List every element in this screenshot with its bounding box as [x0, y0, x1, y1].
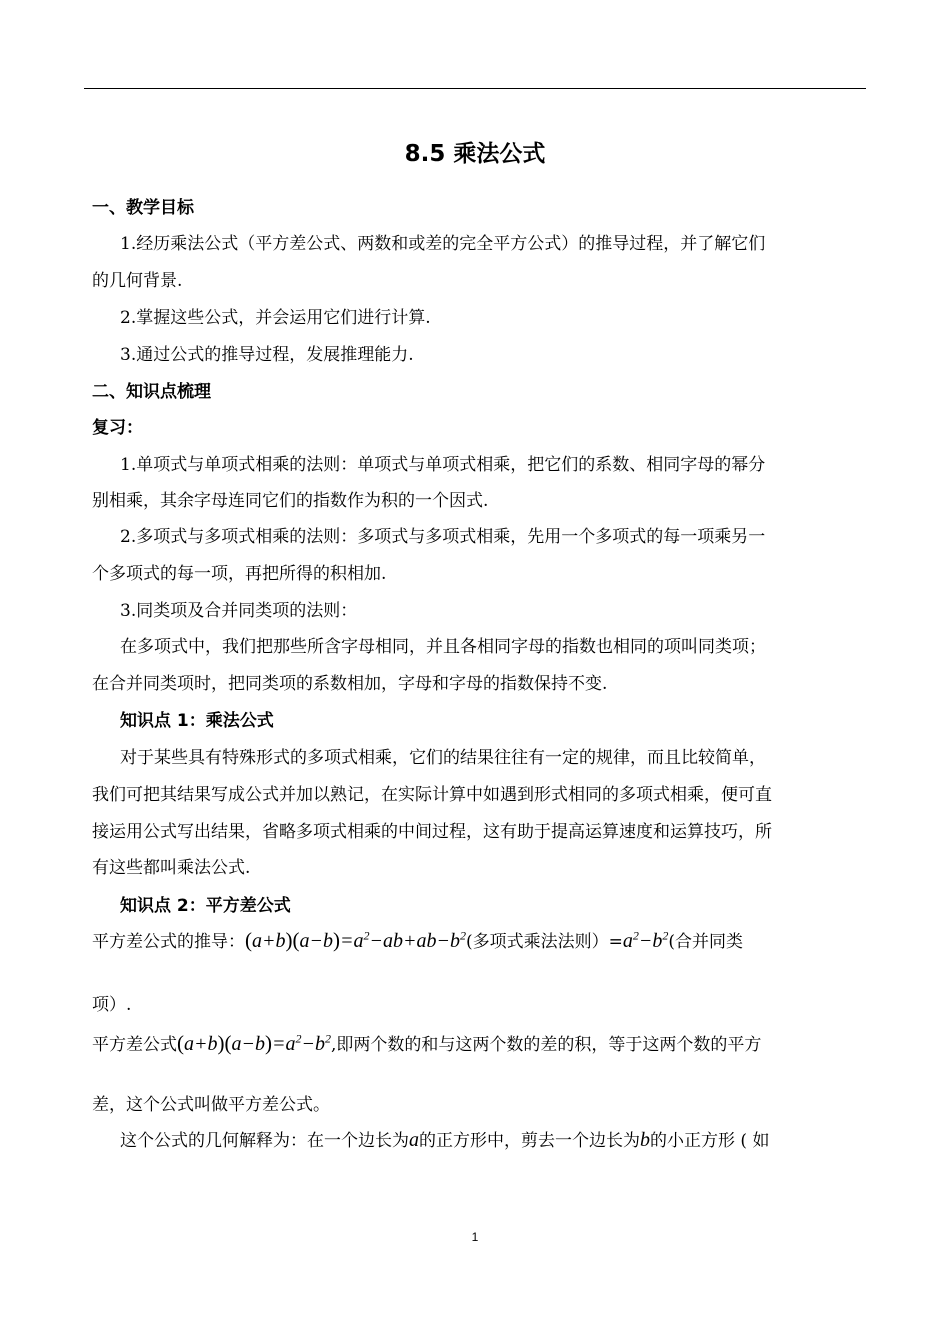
derivation-result: $a^2-b^2$ — [622, 928, 669, 952]
geo-text-2: 的正方形中，剪去一个边长为 — [419, 1131, 640, 1151]
objective-1-line-2: 的几何背景. — [92, 271, 183, 291]
geo-text-3: 的小正方形 ( 如 — [650, 1131, 770, 1151]
review-3-line-2: 在合并同类项时，把同类项的系数相加，字母和字母的指数保持不变. — [92, 674, 608, 694]
derivation-formula: $(a+b)(a-b)=a^2-ab+ab-b^2$ — [245, 928, 466, 952]
geo-var-b: b — [640, 1129, 650, 1151]
section-heading-knowledge: 二、知识点梳理 — [92, 382, 211, 402]
knowledge-point-1-line-1: 对于某些具有特殊形式的多项式相乘，它们的结果往往有一定的规律，而且比较简单， — [120, 748, 766, 768]
geometric-interpretation — [120, 1126, 862, 1152]
knowledge-point-1-heading: 知识点 1：乘法公式 — [120, 711, 274, 731]
knowledge-point-1-line-4: 有这些都叫乘法公式. — [92, 858, 251, 878]
derivation-note-1: (多项式乘法法则）= — [466, 932, 623, 952]
objective-1-line-1: 1.经历乘法公式（平方差公式、两数和或差的完全平方公式）的推导过程，并了解它们 — [120, 234, 766, 254]
section-heading-objectives: 一、教学目标 — [92, 198, 194, 218]
page-number: 1 — [471, 1230, 479, 1244]
knowledge-point-1-line-2: 我们可把其结果写成公式并加以熟记，在实际计算中如遇到形式相同的多项式相乘，便可直 — [92, 785, 772, 805]
knowledge-point-1-line-3: 接运用公式写出结果，省略多项式相乘的中间过程，这有助于提高运算速度和运算技巧，所 — [92, 822, 772, 842]
derivation-tail: 项）. — [92, 995, 132, 1015]
objective-2: 2.掌握这些公式，并会运用它们进行计算. — [120, 308, 431, 328]
geo-var-a: a — [409, 1129, 419, 1151]
derivation-line — [92, 927, 862, 953]
review-3-line-1: 在多项式中，我们把那些所含字母相同，并且各相同字母的指数也相同的项叫同类项； — [120, 637, 766, 657]
geo-text-1: 这个公式的几何解释为：在一个边长为 — [120, 1131, 409, 1151]
page-title: 8.5 乘法公式 — [404, 141, 546, 167]
formula-line — [92, 1030, 862, 1056]
review-1-line-2: 别相乘，其余字母连同它们的指数作为积的一个因式. — [92, 491, 489, 511]
review-label: 复习： — [92, 418, 143, 438]
review-1-line-1: 1.单项式与单项式相乘的法则：单项式与单项式相乘，把它们的系数、相同字母的幂分 — [120, 455, 766, 475]
formula-label: 平方差公式 — [92, 1035, 177, 1055]
formula-tail: ,即两个数的和与这两个数的差的积，等于这两个数的平方 — [331, 1035, 762, 1055]
derivation-label: 平方差公式的推导： — [92, 932, 245, 952]
header-rule — [84, 88, 866, 89]
difference-of-squares-formula: $(a+b)(a-b)=a^2-b^2$ — [177, 1031, 331, 1055]
review-2-line-1: 2.多项式与多项式相乘的法则：多项式与多项式相乘，先用一个多项式的每一项乘另一 — [120, 527, 766, 547]
derivation-note-2: (合并同类 — [668, 932, 744, 952]
knowledge-point-2-heading: 知识点 2：平方差公式 — [120, 896, 291, 916]
formula-tail-line-2: 差，这个公式叫做平方差公式。 — [92, 1095, 330, 1115]
review-2-line-2: 个多项式的每一项，再把所得的积相加. — [92, 564, 387, 584]
objective-3: 3.通过公式的推导过程，发展推理能力. — [120, 345, 414, 365]
review-3: 3.同类项及合并同类项的法则： — [120, 601, 358, 621]
